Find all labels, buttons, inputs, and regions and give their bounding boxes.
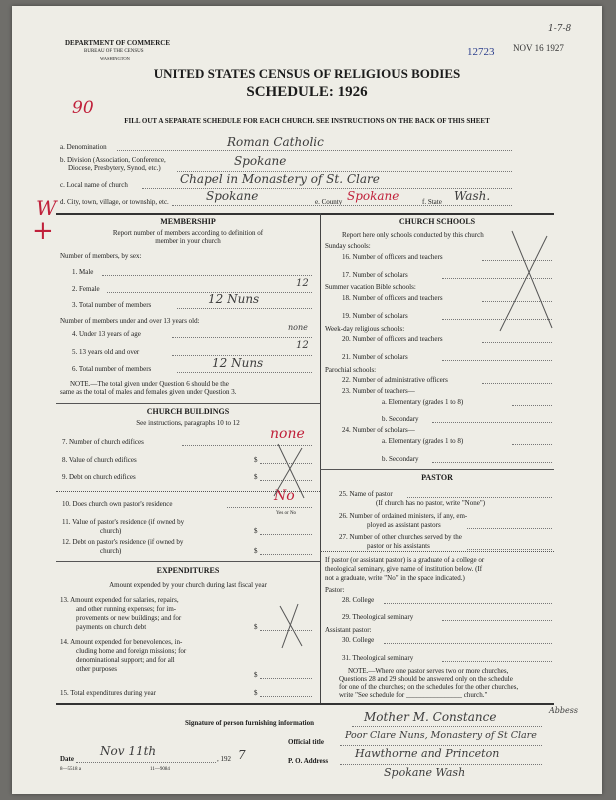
q6-total-value: 12 Nuns bbox=[212, 356, 264, 370]
membership-heading: MEMBERSHIP bbox=[160, 217, 216, 226]
address-value: Hawthorne and Princeton bbox=[355, 747, 500, 760]
q12-label: 12. Debt on pastor's residence (if owned by bbox=[62, 538, 184, 546]
q3-total-value: 12 Nuns bbox=[208, 292, 260, 306]
q23-label: 23. Number of teachers— bbox=[342, 387, 415, 395]
q23a-label: a. Elementary (grades 1 to 8) bbox=[382, 398, 464, 406]
membership-intro-2: member in your church bbox=[155, 237, 221, 245]
q14-label-2: cluding home and foreign missions; for bbox=[76, 647, 187, 655]
expenditures-heading: EXPENDITURES bbox=[156, 566, 220, 575]
graduate-note: If pastor (or assistant pastor) is a graduate of a college or bbox=[325, 556, 485, 564]
pastor-note-4: write "See schedule for ________________ church." bbox=[339, 691, 488, 699]
q22-label: 22. Number of administrative officers bbox=[342, 376, 448, 384]
pastor-note-2: Questions 28 and 29 should be answered only on the schedule bbox=[339, 675, 513, 683]
margin-cross-mark: + bbox=[32, 216, 54, 246]
margin-w-mark: W bbox=[36, 196, 57, 220]
q6-total-label: 6. Total number of members bbox=[72, 365, 152, 373]
dept-label: DEPARTMENT OF COMMERCE bbox=[65, 39, 171, 47]
address-label: P. O. Address bbox=[288, 757, 329, 765]
q7-value: none bbox=[270, 426, 305, 442]
official-title-value: Poor Clare Nuns, Monastery of St Clare bbox=[345, 730, 537, 741]
instructions-banner: FILL OUT A SEPARATE SCHEDULE FOR EACH CHURCH. SEE INSTRUCTIONS ON THE BACK OF THIS SHEET bbox=[124, 117, 490, 125]
q28-label: 28. College bbox=[342, 596, 375, 604]
q23b-label: b. Secondary bbox=[382, 415, 419, 423]
assistant-sub-label: Assistant pastor: bbox=[325, 626, 372, 634]
q13-label-2: and other running expenses; for im- bbox=[76, 605, 177, 613]
division-label-2: Diocese, Presbytery, Synod, etc.) bbox=[68, 164, 161, 172]
membership-note: NOTE.—The total given under Question 6 should be the bbox=[70, 380, 229, 388]
q13-label-4: payments on church debt bbox=[76, 623, 147, 631]
q2-female-value: 12 bbox=[296, 278, 309, 289]
q10-label: 10. Does church own pastor's residence bbox=[62, 500, 173, 508]
membership-note-2: same as the total of males and females given under Question 3. bbox=[60, 388, 237, 396]
q27-label: 27. Number of other churches served by the bbox=[339, 533, 462, 541]
year-value: 7 bbox=[238, 748, 246, 762]
q14-label: 14. Amount expended for benevolences, in- bbox=[60, 638, 183, 646]
q25-label: 25. Name of pastor bbox=[339, 490, 393, 498]
q11-label-2: church) bbox=[100, 527, 122, 535]
q9-label: 9. Debt on church edifices bbox=[62, 473, 136, 481]
q24b-label: b. Secondary bbox=[382, 455, 419, 463]
city-label: WASHINGTON bbox=[100, 56, 130, 61]
q27-label-2: pastor or his assistants bbox=[367, 542, 430, 550]
q4-under13-value: none bbox=[288, 323, 308, 332]
local-name-value: Chapel in Monastery of St. Clare bbox=[180, 172, 380, 186]
q5-over13-label: 5. 13 years old and over bbox=[72, 348, 140, 356]
pastor-heading: PASTOR bbox=[421, 473, 453, 482]
by-sex-label: Number of members, by sex: bbox=[60, 252, 142, 260]
q19-label: 19. Number of scholars bbox=[342, 312, 408, 320]
q24-label: 24. Number of scholars— bbox=[342, 426, 415, 434]
q20-label: 20. Number of officers and teachers bbox=[342, 335, 443, 343]
state-label: f. State bbox=[422, 198, 442, 206]
top-note: 1-7-8 bbox=[548, 24, 572, 34]
schools-intro: Report here only schools conducted by this church bbox=[342, 231, 484, 239]
denomination-label: a. Denomination bbox=[60, 143, 107, 151]
graduate-note-3: not a graduate, write "No" in the space indicated.) bbox=[325, 574, 465, 582]
yes-no-hint: Yes or No bbox=[276, 511, 297, 516]
q30-label: 30. College bbox=[342, 636, 375, 644]
local-name-label: c. Local name of church bbox=[60, 181, 128, 189]
buildings-heading: CHURCH BUILDINGS bbox=[146, 407, 230, 416]
q31-label: 31. Theological seminary bbox=[342, 654, 414, 662]
q29-label: 29. Theological seminary bbox=[342, 613, 414, 621]
date-label: Date bbox=[60, 755, 74, 763]
age-section-label: Number of members under and over 13 years old: bbox=[60, 317, 200, 325]
city-field-value: Spokane bbox=[206, 189, 259, 203]
q14-label-4: other purposes bbox=[76, 665, 118, 673]
q5-over13-value: 12 bbox=[296, 340, 309, 351]
denomination-value: Roman Catholic bbox=[227, 135, 324, 149]
q8-label: 8. Value of church edifices bbox=[62, 456, 137, 464]
q1-male-label: 1. Male bbox=[72, 268, 94, 276]
schools-strike-a bbox=[512, 231, 552, 328]
q13-label: 13. Amount expended for salaries, repairs, bbox=[60, 596, 179, 604]
q11-label: 11. Value of pastor's residence (if owned by bbox=[62, 518, 185, 526]
weekday-label: Week-day religious schools: bbox=[325, 325, 405, 333]
q17-label: 17. Number of scholars bbox=[342, 271, 408, 279]
q3-total-label: 3. Total number of members bbox=[72, 301, 152, 309]
county-label: e. County bbox=[315, 198, 343, 206]
q18-label: 18. Number of officers and teachers bbox=[342, 294, 443, 302]
q26-label: 26. Number of ordained ministers, if any, em- bbox=[339, 512, 468, 520]
bureau-label: BUREAU OF THE CENSUS bbox=[84, 49, 144, 54]
expenditures-strike-a bbox=[280, 606, 302, 646]
q2-female-label: 2. Female bbox=[72, 285, 100, 293]
year-label: , 192 bbox=[217, 755, 231, 763]
buildings-intro: See instructions, paragraphs 10 to 12 bbox=[136, 419, 240, 427]
census-schedule-page: DEPARTMENT OF COMMERCE BUREAU OF THE CENSUS WASHINGTON 12723 NOV 16 1927 1-7-8 UNITED STATES CENSUS OF RELIGIOUS BODIES SCHEDULE: 1926 90 FILL OUT A SEPARATE SCHEDULE FOR EACH CHURCH. SEE INSTRUCTIONS ON THE BACK OF THIS SHEET a. Denomination Roman Catholic b. Division (Association, Conference, Diocese, Presbytery, Synod, etc.) Spokane c. Local name of church Chapel in Monastery of St. Clare d. City, town, village, or township, etc. Spokane e. County Spokane f. State Wash. W + MEMBERSHIP Report number of members according to definition of member in your church Number of members, by sex: 1. Male 2. Female 12 3. Total number of members 12 Nuns Number of members under and over 13 years old: 4. Under 13 years of age none 5. 13 years old and over 12 6. Total number of members 12 Nuns NOTE.—The total given under Question 6 should be the same as the total of males and females given under Question 3. CHURCH BUILDINGS See instructions, paragraphs 10 to 12 7. Number of church edifices none 8. Value of church edifices $ 9. Debt on church edifices $ 10. Does church own pastor's residence No Yes or No 11. Value of pastor's residence (if owned by church) $ 12. Debt on pastor's residence (if owned by church) $ EXPENDITURES Amount expended by your church during last fiscal year 13. Amount expended for salaries, repairs, and other running expenses; for im- provements or new buildings; and for payments on church debt $ 14. Amount expended for benevolences, in- cluding home and foreign missions; for denominational support; and for all other purposes $ 15. Total expenditures during year $ CHURCH SCHOOLS Report here only schools conducted by this church Sunday schools: 16. Number of officers and teachers 17. Number of scholars Summer vacation Bible schools: 18. Number of officers and teachers 19. Number of scholars Week-day religious schools: 20. Number of officers and teachers 21. Number of scholars Parochial schools: 22. Number of administrative officers 23. Number of teachers— a. Elementary (grades 1 to 8) b. Secondary 24. Number of scholars— a. Elementary (grades 1 to 8) b. Secondary PASTOR 25. Name of pastor (If church has no pastor, write "None") 26. Number of ordained ministers, if any, em- ployed as assistant pastors 27. Number of other churches served by the pastor or his assistants If pastor (or assistant pastor) is a graduate of a college or theological seminary, give name of institution below. (If not a graduate, write "No" in the space indicated.) Pastor: 28. College 29. Theological seminary Assistant pastor: 30. College 31. Theological seminary NOTE.—Where one pastor serves two or more churches, Questions 28 and 29 should be answered only on the schedule for one of the churches; on the schedules for the other churches, write "See schedule for ________________ church." Signature of person furnishing information Mother M. Constance Abbess Official title Poor Clare Nuns, Monastery of St Clare P. O. Address Hawthorne and Princeton Spokane Wash Date Nov 11th , 192 7 8—5518 a 11—9084 bbox=[12, 6, 602, 794]
strike-marks bbox=[12, 6, 602, 794]
division-value: Spokane bbox=[234, 154, 287, 168]
county-value: Spokane bbox=[347, 189, 400, 203]
q16-label: 16. Number of officers and teachers bbox=[342, 253, 443, 261]
q4-under13-label: 4. Under 13 years of age bbox=[72, 330, 141, 338]
print-number: 11—9084 bbox=[150, 767, 170, 772]
signature-title-note: Abbess bbox=[549, 706, 578, 715]
state-value: Wash. bbox=[454, 189, 491, 203]
q21-label: 21. Number of scholars bbox=[342, 353, 408, 361]
q24a-label: a. Elementary (grades 1 to 8) bbox=[382, 437, 464, 445]
q12-label-2: church) bbox=[100, 547, 122, 555]
official-title-label: Official title bbox=[288, 738, 324, 746]
pastor-note-3: for one of the churches; on the schedules for the other churches, bbox=[339, 683, 519, 691]
expenditures-intro: Amount expended by your church during last fiscal year bbox=[109, 581, 267, 589]
signature-value: Mother M. Constance bbox=[364, 710, 497, 724]
q26-label-2: ployed as assistant pastors bbox=[367, 521, 441, 529]
address-value-2: Spokane Wash bbox=[384, 766, 466, 779]
stamp-number: 12723 bbox=[467, 46, 495, 58]
q13-label-3: provements or new buildings; and for bbox=[76, 614, 182, 622]
form-subtitle: SCHEDULE: 1926 bbox=[246, 84, 368, 100]
number-mark: 90 bbox=[72, 98, 94, 118]
form-number: 8—5518 a bbox=[60, 767, 81, 772]
graduate-note-2: theological seminary, give name of institution below. (If bbox=[325, 565, 483, 573]
q25-hint: (If church has no pastor, write "None") bbox=[376, 499, 486, 507]
city-field-label: d. City, town, village, or township, etc. bbox=[60, 198, 169, 206]
sunday-label: Sunday schools: bbox=[325, 242, 371, 250]
q7-label: 7. Number of church edifices bbox=[62, 438, 144, 446]
q15-label: 15. Total expenditures during year bbox=[60, 689, 156, 697]
summer-label: Summer vacation Bible schools: bbox=[325, 283, 416, 291]
q10-value: No bbox=[274, 488, 295, 504]
division-label: b. Division (Association, Conference, bbox=[60, 156, 166, 164]
schools-strike-b bbox=[500, 236, 547, 331]
pastor-sub-label: Pastor: bbox=[325, 586, 345, 594]
expenditures-strike-b bbox=[282, 604, 298, 648]
received-stamp: NOV 16 1927 bbox=[513, 43, 564, 53]
signature-label: Signature of person furnishing information bbox=[185, 719, 314, 727]
schools-heading: CHURCH SCHOOLS bbox=[398, 217, 476, 226]
q14-label-3: denominational support; and for all bbox=[76, 656, 175, 664]
buildings-strike-b bbox=[274, 448, 302, 496]
pastor-note: NOTE.—Where one pastor serves two or more churches, bbox=[348, 667, 509, 675]
form-title: UNITED STATES CENSUS OF RELIGIOUS BODIES bbox=[153, 66, 461, 81]
date-value: Nov 11th bbox=[100, 744, 157, 758]
membership-intro: Report number of members according to definition of bbox=[112, 229, 264, 237]
parochial-label: Parochial schools: bbox=[325, 366, 377, 374]
